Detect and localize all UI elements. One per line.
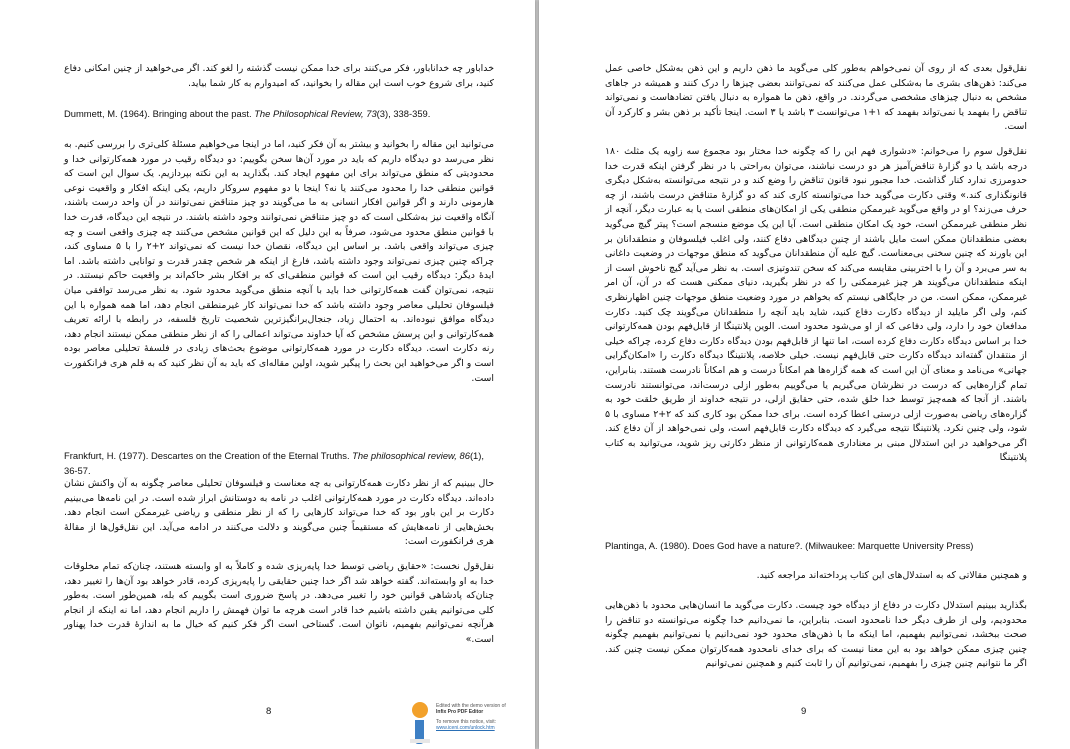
paragraph-see-also: و همچنین مقالاتی که به استدلال‌های این کتاب پرداخته‌اند مراجعه کنید. <box>756 570 1027 581</box>
reference-journal: The Philosophical Review, 73 <box>254 108 377 119</box>
paragraph-second-quote: نقل‌قول بعدی که از روی آن نمی‌خواهم به‌طور کلی می‌گوید ما ذهن داریم و این ذهن به‌شکل خاصی عمل می‌کند: ذهن‌های بشری ما به‌شکلی عمل می‌کنند که نمی‌توانند بعضی چیزها را درک کنند و همیشه در جاهای مشخص به دنبال چیزهای مشخصی می‌گردند. در واقع، ذهن ما همواره به دنبال یافتن تضادهاست و نمی‌تواند تناقض را بفهمد یا نمی‌تواند بفهمد که ۱+۱ می‌توانست ۳ باشد یا ۳ است. اینجا تأکید بر ذهن بشر و کارکرد آن است. <box>605 63 1028 133</box>
watermark-link[interactable]: www.iceni.com/unlock.htm <box>436 725 495 731</box>
reference-pages: (1), 36-57. <box>64 450 484 476</box>
page-number: 8 <box>266 706 272 717</box>
watermark-line: Edited with the demo version of <box>436 703 506 709</box>
reference-pages: (3), 338-359. <box>376 108 431 119</box>
page-number: 9 <box>801 706 807 717</box>
watermark-text <box>436 703 535 731</box>
infix-logo-icon <box>406 701 434 745</box>
reference-dummett <box>64 107 494 122</box>
watermark-line: To remove this notice, visit: <box>436 719 497 725</box>
reference-plantinga: Plantinga, A. (1980). Does God have a nature?. (Milwaukee: Marquette University Press) <box>605 540 974 551</box>
paragraph-descartes-argument: بگذارید ببینیم استدلال دکارت در دفاع از دیدگاه خود چیست. دکارت می‌گوید ما انسان‌هایی محدود با ذهن‌هایی محدودیم، ولی از طرف دیگر خدا نامحدود است. بنابراین، ما نمی‌دانیم خدا چگونه می‌توانسته دو تناقض را صحت ببخشد، نمی‌توانیم بفهمیم، اما اینکه ما با ذهن‌های محدود خود نمی‌دانیم یا نمی‌توانیم بفهمیم چگونه چنین چیزی ممکن خواهد بود به این معنا نیست که برای خدای نامحدود همه‌کارتوان ممکن نیست چنین کند. اگر ما نتوانیم چنین چیزی را بفهمیم، نمی‌توانیم آن را ثابت کنیم و همچنین نمی‌توانیم <box>605 600 1027 670</box>
document-page-9 <box>539 0 1070 749</box>
paragraph-third-quote: نقل‌قول سوم را می‌خوانم: «دشواری فهم این را که چگونه خدا مختار بود مجموع سه زاویه یک مثلث ۱۸۰ درجه باشد یا دو گزارهٔ تناقض‌آمیز هر دو درست نباشند، می‌توان به‌راحتی با در نظر گرفتن اینکه قدرت خدا حدومرزی ندارد کنار گذاشت. خدا مجبور نبود قانون تناقض را وضع کند و در نتیجه می‌توانسته به‌شکل دیگری قانونگذاری کند.» وقتی دکارت می‌گوید خدا می‌توانسته کاری کند که دو گزارهٔ متناقض درست باشند، از چه حرف می‌زند؟ او در واقع می‌گوید غیرممکن منطقی یکی از امکان‌های منطقی است یا به عبارت دیگر، آنچه از نظر منطقی غیرممکن است، خود یک امکان منطقی است. آیا این یک موضع منسجم است؟ پیتر گیچ می‌گوید بعضی منطقدانان ممکن است مایل باشند از چنین دیدگاهی دفاع کنند، ولی اغلب فیلسوفان و منطقدانان بر این باورند که چنین سخنی بی‌معناست. گیچ علیه آن منطقدانان می‌گوید که منطق موجهات در وضعیت داغانی به سر می‌برد و آن را با اختربینی مقایسه می‌کند که سخن تندوتیزی است. به نظر می‌آید گیچ ناخوش است از اینکه منطقدانان می‌گویند هر چیز غیرممکنی را که در نظر بگیرید، دنیای ممکنی هست که در آن، آن امر غیرممکن، ممکن است. من در جایگاهی نیستم که بخواهم در مورد وضعیت منطق موجهات چنین اظهارنظری کنم، ولی اگر مایلید از دیدگاه دکارت دفاع کنید، شاید باید آنچه را منطقدانان می‌گویند چک کنید. دکارت مدافعان خود را دارد، ولی دفاعی که از او می‌شود محدود است. الوین پلانتینگا از قابل‌فهم بودن همه‌کارتوانی خدا بر اساس دیدگاه دکارت دفاع کرده است، اما تنها از قابل‌فهم بودن دیدگاه دکارت دفاع کرده، چراکه خیلی از منتقدان گفته‌اند دیدگاه دکارت حتی قابل‌فهم نیست. خیلی خلاصه، پلانتینگا دیدگاه دکارت را «امکان‌گرایی جهانی» می‌نامد و معنای آن این است که همه گزاره‌ها هم امکاناً درست و هم امکاناً نادرست هستند. بنابراین، تمام گزاره‌هایی که درست در نظرشان می‌گیریم یا می‌گوییم به‌طور ازلی درست‌اند، می‌توانستند نادرست باشند. از آنجا که همه‌چیز توسط خدا خلق شده، حتی حقایق ازلی، در نتیجه خداوند از طریق خلقت خود به گزاره‌های ریاضی به‌صورت ازلی درستی اعطا کرده است. برای خدا ممکن بود کاری کند که ۲+۲ مساوی با ۵ شود، ولی چنین نکرد. پلانتینگا نتیجه می‌گیرد که دیدگاه دکارت قابل‌فهم است، ولی نمی‌خواهد از آن دفاع کند. اگر می‌خواهید در این استدلال مبنی بر معناداری همه‌کارتوانی از منظر دکارتی ریز شوید، می‌توانید به کتاب پلانتینگا <box>605 146 1028 464</box>
reference-text: Dummett, M. (1964). Bringing about the past. <box>64 108 255 119</box>
reference-journal: The philosophical review, 86 <box>352 450 470 461</box>
paragraph-intro: خداباور چه خداناباور، فکر می‌کنند برای خدا ممکن نیست گذشته را لغو کند. اگر می‌خواهید از چنین امکانی دفاع کنید، برای شروع خوب است این مقاله را بخوانید، که امیدوارم به کار شما بیاید. <box>64 63 494 89</box>
watermark-product: Infix Pro PDF Editor <box>436 709 484 715</box>
reference-text: Frankfurt, H. (1977). Descartes on the Creation of the Eternal Truths. <box>64 450 353 461</box>
paragraph-descartes-letters: حال ببینیم که از نظر دکارت همه‌کارتوانی به چه معناست و فیلسوفان تحلیلی معاصر چگونه به آن واکنش نشان داده‌اند. دیدگاه دکارت در مورد همه‌کارتوانی اغلب در نامه به دوستانش ابراز شده است. در این نامه‌ها می‌بینیم دکارت بر این باور بود که خدا می‌تواند کارهایی را که از نظر منطقی و ریاضی غیرممکن است انجام دهد. بخش‌هایی از نامه‌هایش که مستقیماً چنین می‌گویند و دلالت می‌کنند در ادامه می‌آید. این نقل‌قول‌ها از مقالهٔ هری فرانکفورت است: <box>64 478 494 548</box>
pdf-editor-watermark[interactable] <box>406 701 535 747</box>
paragraph-omnipotence: می‌توانید این مقاله را بخوانید و بیشتر به آن فکر کنید، اما در اینجا می‌خواهیم مسئلهٔ کلی‌تری را بررسی کنیم. به نظر می‌رسد دو دیدگاه داریم که باید در مورد آن‌ها سخن بگوییم: دو دیدگاه رقیب در مورد همه‌کارتوانی خدا و محدودیتی که منطق می‌تواند برای این مفهوم ایجاد کند. بگذارید به این نکته بپردازیم. یک سوال این است که قوانین منطقی خدا را محدود می‌کنند یا نه؟ اینجا با دو مفهوم سروکار داریم، یکی اینکه افکار و واقعیت نوعی هارمونی دارند و اگر قوانین افکار انسانی به ما می‌گویند دو چیز متناقض نمی‌توانند در آن واحد درست باشند، آنگاه واقعیت نیز به‌شکلی است که دو چیز متناقض نمی‌توانند وجود داشته باشند. در نتیجه این دیدگاه، قدرت خدا با قوانین منطق محدود می‌شود، صرفاً به این دلیل که این قوانین مشخص می‌کنند چه چیزی واقعی است و چه چیزی می‌تواند واقعی باشد. بر اساس این دیدگاه، نقصان خدا نیست که نمی‌تواند ۲+۲ را با ۵ مساوی کند، چراکه چنین چیزی نمی‌تواند وجود داشته باشد، فارغ از اینکه هر شخص چقدر قدرت و توانایی داشته باشد. اما ایدهٔ دیگر: دیدگاه رقیب این است که قوانین منطقی‌ای که بر افکار بشر حاکم‌اند بر واقعیت حاکم نیستند. در نتیجه، نمی‌توان گفت همه‌کارتوانی خدا باید با آنچه منطق می‌گوید محدود شود. به نظر می‌رسد توافقی میان فیلسوفان تحلیلی معاصر وجود داشته باشد که خدا نمی‌تواند کار غیرمنطقی انجام دهد، اما همه همواره با این دیدگاه موافق نبوده‌اند. به احتمال زیاد، جنجال‌برانگیزترین شخصیت تاریخ فلسفه، در رابطه با ارائه تعریف همه‌کارتوانی و این پرسش مشخص که آیا خداوند می‌تواند اعمالی را که از نظر منطقی ممکن نیستند انجام دهد، رنه دکارت است. دیدگاه دکارت در مورد همه‌کارتوانی موضوع بحث‌های زیادی در فلسفهٔ تحلیلی معاصر بوده است و اگر می‌خواهید این بحث را پیگیر شوید، اولین مقاله‌ای که باید به آن نظر کنید که به قلم هری فرانکفورت است. <box>64 139 495 384</box>
reference-frankfurt <box>64 449 494 478</box>
paragraph-first-quote: نقل‌قول نخست: «حقایق ریاضی توسط خدا پایه‌ریزی شده و کاملاً به او وابسته هستند، چنان‌که تمام مخلوقات خدا به او وابسته‌اند. گفته خواهد شد اگر خدا چنین حقایقی را پایه‌ریزی کرده، قادر خواهد بود آن‌ها را تغییر دهد، چنان‌که پادشاهی قوانین خود را تغییر می‌دهد. در پاسخ ضروری است بگوییم که بله، همین‌طور است. به‌طور کلی می‌توانیم یقین داشته باشیم خدا قادر است هرچه ما توان فهمش را داریم انجام دهد، اما نه اینکه از انجام هرآنچه نمی‌توانیم بفهمیم، ناتوان است. گستاخی است اگر فکر کنیم که خیال ما به اندازهٔ قدرت خدا پهناور است.» <box>64 561 494 645</box>
